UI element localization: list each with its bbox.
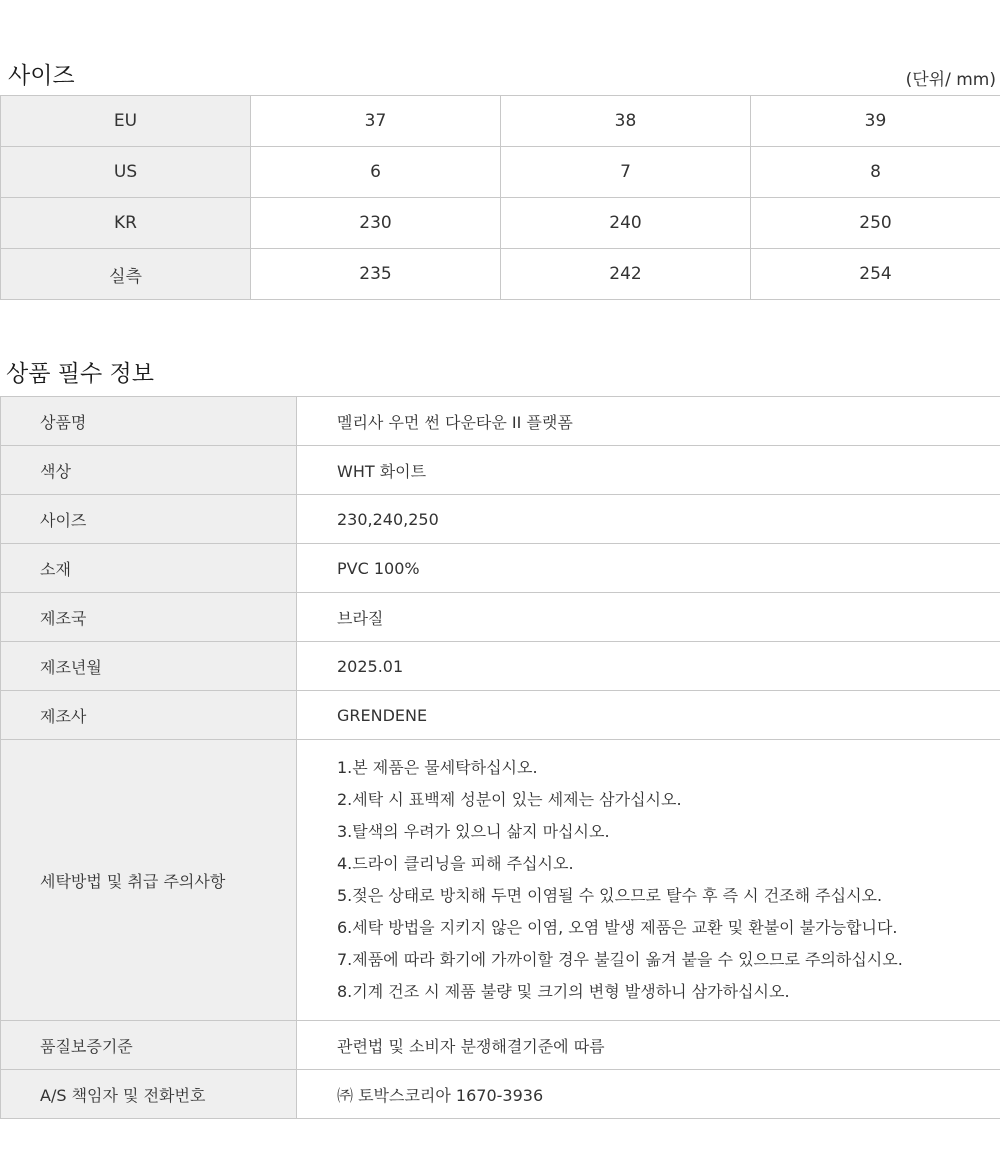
info-value: GRENDENE bbox=[297, 691, 1000, 740]
info-row-quality bbox=[1, 1021, 1000, 1070]
size-cell: 7 bbox=[501, 147, 751, 198]
size-cell: 6 bbox=[251, 147, 501, 198]
size-cell: 240 bbox=[501, 198, 751, 249]
size-cell: 254 bbox=[751, 249, 1000, 300]
info-value: 2025.01 bbox=[297, 642, 1000, 691]
size-section-title: 사이즈 bbox=[8, 63, 75, 89]
info-label: 상품명 bbox=[1, 397, 297, 446]
info-row-country bbox=[1, 593, 1000, 642]
size-cell: 230 bbox=[251, 198, 501, 249]
care-item: 8.기계 건조 시 제품 불량 및 크기의 변형 발생하니 삼가하십시오. bbox=[337, 982, 790, 1001]
size-cell: 8 bbox=[751, 147, 1000, 198]
care-list bbox=[337, 752, 1000, 1008]
care-instructions bbox=[297, 740, 1000, 1021]
size-row-label: EU bbox=[1, 96, 251, 147]
info-label: 사이즈 bbox=[1, 495, 297, 544]
info-label: 제조사 bbox=[1, 691, 297, 740]
size-table bbox=[0, 95, 1000, 300]
info-row-product-name bbox=[1, 397, 1000, 446]
size-section-header bbox=[0, 60, 1000, 90]
info-label: 제조국 bbox=[1, 593, 297, 642]
info-section-title: 상품 필수 정보 bbox=[6, 361, 154, 387]
size-cell: 37 bbox=[251, 96, 501, 147]
size-row-kr bbox=[1, 198, 1000, 249]
care-item: 2.세탁 시 표백제 성분이 있는 세제는 삼가십시오. bbox=[337, 790, 682, 809]
info-label: 제조년월 bbox=[1, 642, 297, 691]
care-item: 1.본 제품은 물세탁하십시오. bbox=[337, 758, 538, 777]
info-section-header bbox=[0, 356, 1000, 388]
care-item: 4.드라이 클리닝을 피해 주십시오. bbox=[337, 854, 574, 873]
info-label: 소재 bbox=[1, 544, 297, 593]
care-item: 3.탈색의 우려가 있으니 삶지 마십시오. bbox=[337, 822, 610, 841]
info-label: A/S 책임자 및 전화번호 bbox=[1, 1070, 297, 1119]
info-row-care bbox=[1, 740, 1000, 1021]
size-cell: 250 bbox=[751, 198, 1000, 249]
size-unit-label: (단위/ mm) bbox=[905, 70, 996, 90]
size-row-label: KR bbox=[1, 198, 251, 249]
info-row-manufacturer bbox=[1, 691, 1000, 740]
info-value: 멜리사 우먼 썬 다운타운 II 플랫폼 bbox=[297, 397, 1000, 446]
info-value: WHT 화이트 bbox=[297, 446, 1000, 495]
info-value: PVC 100% bbox=[297, 544, 1000, 593]
product-info-table bbox=[0, 396, 1000, 1119]
info-row-manufacture-date bbox=[1, 642, 1000, 691]
info-value: 관련법 및 소비자 분쟁해결기준에 따름 bbox=[297, 1021, 1000, 1070]
info-row-as-contact bbox=[1, 1070, 1000, 1119]
size-row-eu bbox=[1, 96, 1000, 147]
size-cell: 242 bbox=[501, 249, 751, 300]
info-label: 세탁방법 및 취급 주의사항 bbox=[1, 740, 297, 1021]
info-row-material bbox=[1, 544, 1000, 593]
size-cell: 39 bbox=[751, 96, 1000, 147]
care-item: 6.세탁 방법을 지키지 않은 이염, 오염 발생 제품은 교환 및 환불이 불가능합니다. bbox=[337, 918, 898, 937]
info-row-size bbox=[1, 495, 1000, 544]
info-row-color bbox=[1, 446, 1000, 495]
size-cell: 38 bbox=[501, 96, 751, 147]
care-item: 5.젖은 상태로 방치해 두면 이염될 수 있으므로 탈수 후 즉 시 건조해 주십시오. bbox=[337, 886, 883, 905]
care-item: 7.제품에 따라 화기에 가까이할 경우 불길이 옮겨 붙을 수 있으므로 주의하십시오. bbox=[337, 950, 903, 969]
size-row-label: US bbox=[1, 147, 251, 198]
info-label: 품질보증기준 bbox=[1, 1021, 297, 1070]
info-value: 230,240,250 bbox=[297, 495, 1000, 544]
info-value: 브라질 bbox=[297, 593, 1000, 642]
size-row-label: 실측 bbox=[1, 249, 251, 300]
info-value: ㈜ 토박스코리아 1670-3936 bbox=[297, 1070, 1000, 1119]
size-row-actual bbox=[1, 249, 1000, 300]
size-cell: 235 bbox=[251, 249, 501, 300]
info-label: 색상 bbox=[1, 446, 297, 495]
size-row-us bbox=[1, 147, 1000, 198]
